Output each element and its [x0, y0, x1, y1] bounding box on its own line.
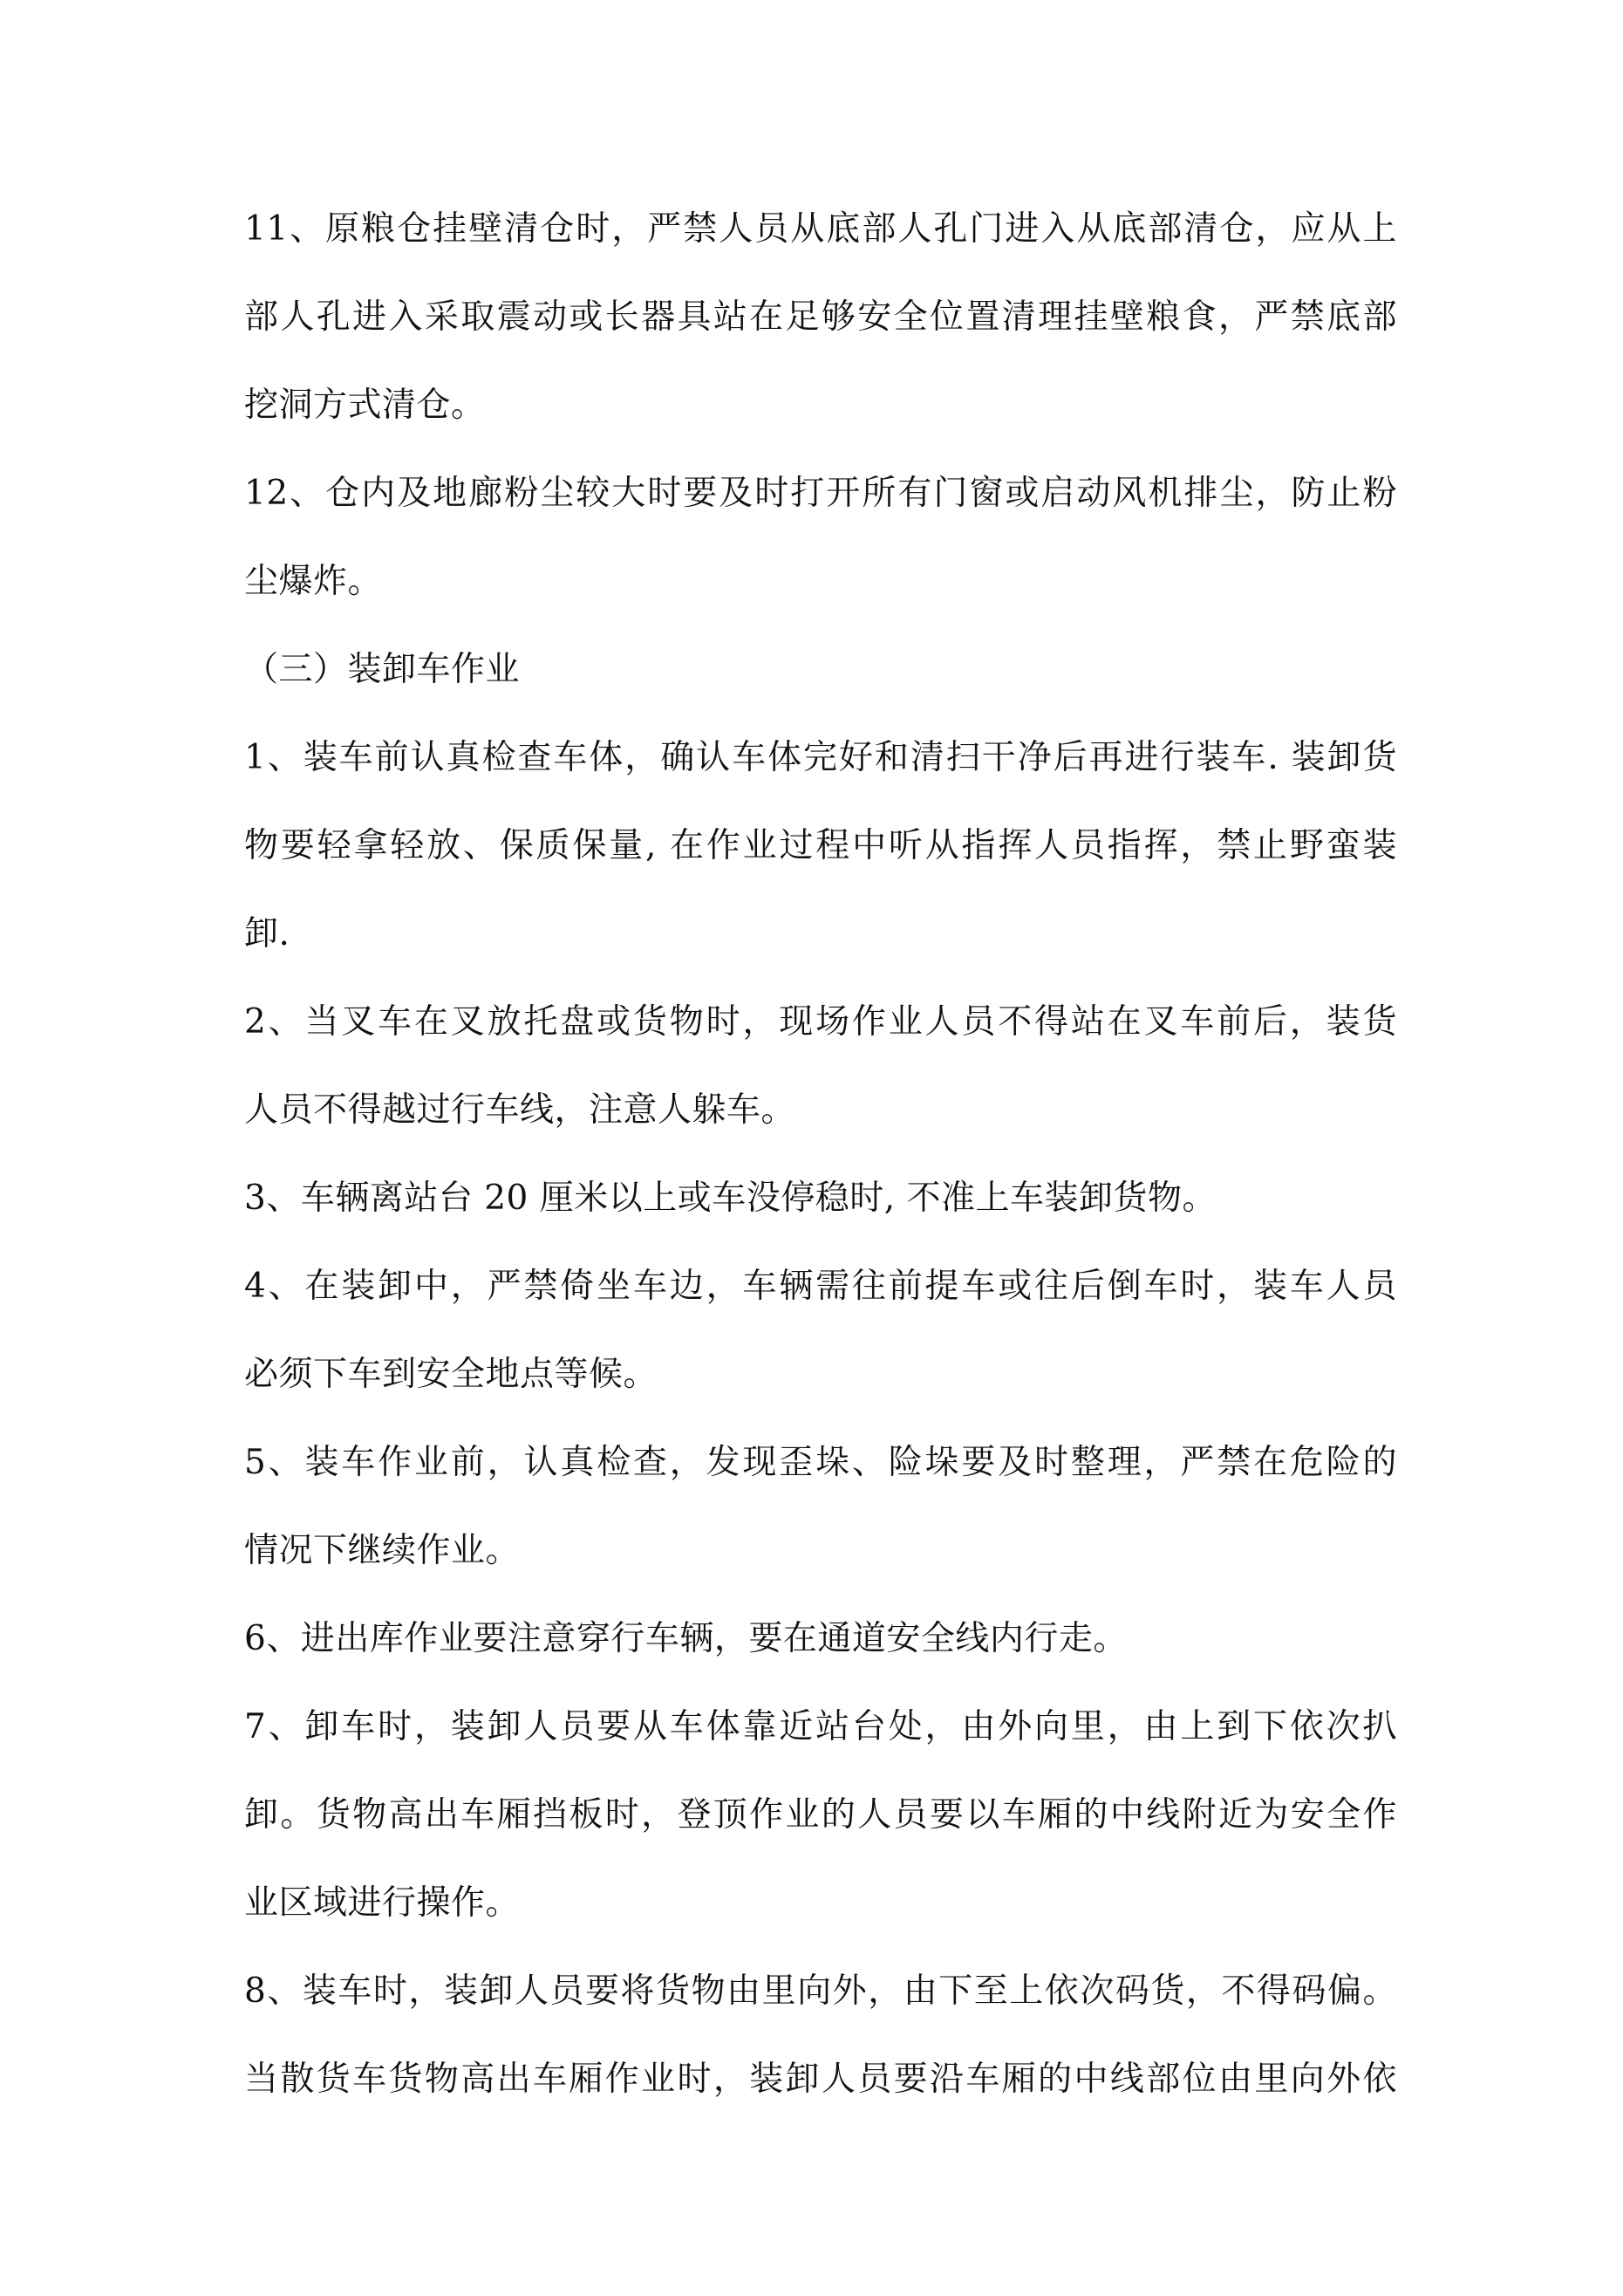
text-line: 4、在装卸中，严禁倚坐车边，车辆需往前提车或往后倒车时，装车人员	[244, 1267, 1397, 1306]
text-line: 6、进出库作业要注意穿行车辆，要在通道安全线内行走。	[244, 1619, 1128, 1658]
paragraph-item-5	[244, 1418, 1397, 1595]
text-line: 必须下车到安全地点等候。	[244, 1355, 658, 1394]
text-line: 卸。货物高出车厢挡板时，登顶作业的人员要以车厢的中线附近为安全作	[244, 1795, 1397, 1835]
paragraph-item-12	[244, 449, 1397, 625]
paragraph-item-1	[244, 714, 1397, 978]
document-body	[244, 185, 1397, 2123]
paragraph-item-4	[244, 1242, 1397, 1418]
section-heading: （三）装卸车作业	[244, 650, 521, 689]
text-line: 物要轻拿轻放、保质保量, 在作业过程中听从指挥人员指挥，禁止野蛮装	[244, 826, 1397, 865]
text-line: 挖洞方式清仓。	[244, 386, 486, 425]
text-line: 人员不得越过行车线，注意人躲车。	[244, 1090, 796, 1130]
text-line: 1、装车前认真检查车体，确认车体完好和清扫干净后再进行装车. 装卸货	[244, 738, 1397, 777]
paragraph-item-2	[244, 978, 1397, 1154]
paragraph-item-11	[244, 185, 1397, 449]
text-line: 12、仓内及地廊粉尘较大时要及时打开所有门窗或启动风机排尘，防止粉	[244, 474, 1397, 513]
text-line: 11、原粮仓挂壁清仓时，严禁人员从底部人孔门进入从底部清仓，应从上	[244, 209, 1397, 249]
text-line: 当散货车货物高出车厢作业时，装卸人员要沿车厢的中线部位由里向外依	[244, 2060, 1397, 2099]
paragraph-item-8	[244, 1947, 1397, 2123]
paragraph-item-6	[244, 1595, 1397, 1683]
text-line: 业区域进行操作。	[244, 1883, 521, 1923]
text-line: 情况下继续作业。	[244, 1531, 521, 1570]
paragraph-item-7	[244, 1683, 1397, 1947]
text-line: 7、卸车时，装卸人员要从车体靠近站台处，由外向里，由上到下依次扒	[244, 1707, 1397, 1746]
text-line: 5、装车作业前，认真检查，发现歪垛、险垛要及时整理，严禁在危险的	[244, 1443, 1397, 1482]
text-line: 部人孔进入采取震动或长器具站在足够安全位置清理挂壁粮食，严禁底部	[244, 297, 1397, 337]
text-line: 8、装车时，装卸人员要将货物由里向外，由下至上依次码货，不得码偏。	[244, 1971, 1397, 2011]
text-line: 卸.	[244, 914, 290, 953]
text-line: 3、车辆离站台 20 厘米以上或车没停稳时, 不准上车装卸货物。	[244, 1179, 1217, 1218]
text-line: 2、当叉车在叉放托盘或货物时，现场作业人员不得站在叉车前后，装货	[244, 1002, 1397, 1042]
text-line: 尘爆炸。	[244, 562, 383, 601]
paragraph-item-3	[244, 1154, 1397, 1242]
